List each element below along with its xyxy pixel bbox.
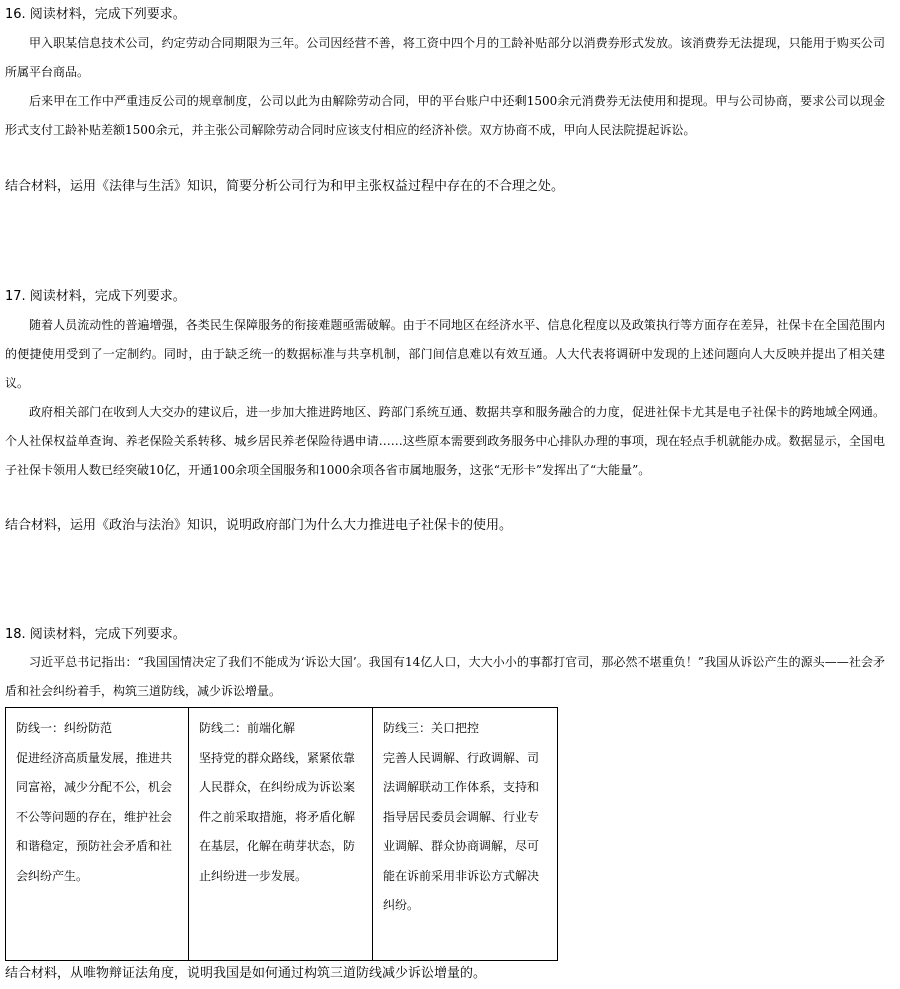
question-16-title: 16. 阅读材料，完成下列要求。 <box>5 7 186 22</box>
defense-line-heading: 防线一：纠纷防范 <box>16 721 113 735</box>
defense-line-3-cell <box>373 708 558 961</box>
material-paragraph: 后来甲在工作中严重违反公司的规章制度，公司以此为由解除劳动合同，甲的平台账户中还剩1500余元消费券无法使用和提现。甲与公司协商，要求公司以现金形式支付工龄补贴差额1500余元，并主张公司解除劳动合同时应该支付相应的经济补偿。双方协商不成，甲向人民法院提起诉讼。 <box>5 94 885 137</box>
defense-line-1-cell <box>6 708 189 961</box>
material-paragraph: 随着人员流动性的普遍增强，各类民生保障服务的衔接难题亟需破解。由于不同地区在经济水平、信息化程度以及政策执行等方面存在差异，社保卡在全国范围内的便捷使用受到了一定制约。同时，由于缺乏统一的数据标准与共享机制，部门间信息难以有效互通。人大代表将调研中发现的上述问题向人大反映并提出了相关建议。 <box>5 318 885 390</box>
material-paragraph: 政府相关部门在收到人大交办的建议后，进一步加大推进跨地区、跨部门系统互通、数据共享和服务融合的力度，促进社保卡尤其是电子社保卡的跨地域全网通。个人社保权益单查询、养老保险关系转移、城乡居民养老保险待遇申请……这些原本需要到政务服务中心排队办理的事项，现在轻点手机就能办成。数据显示，全国电子社保卡领用人数已经突破10亿，开通100余项全国服务和1000余项各省市属地服务，这张“无形卡”发挥出了“大能量”。 <box>5 405 885 477</box>
material-paragraph: 甲入职某信息技术公司，约定劳动合同期限为三年。公司因经营不善，将工资中四个月的工龄补贴部分以消费券形式发放。该消费券无法提现，只能用于购买公司所属平台商品。 <box>5 36 885 79</box>
question-18-task: 结合材料，从唯物辩证法角度，说明我国是如何通过构筑三道防线减少诉讼增量的。 <box>5 966 487 981</box>
question-18-title: 18. 阅读材料，完成下列要求。 <box>5 627 186 642</box>
defense-lines-table <box>5 707 558 961</box>
question-18-material <box>5 648 885 706</box>
question-16-task: 结合材料，运用《法律与生活》知识，简要分析公司行为和甲主张权益过程中存在的不合理之处。 <box>5 179 565 194</box>
defense-line-body: 完善人民调解、行政调解、司法调解联动工作体系，支持和指导居民委员会调解、行业专业调解、群众协商调解，尽可能在诉前采用非诉讼方式解决纠纷。 <box>383 750 540 912</box>
question-17-title: 17. 阅读材料，完成下列要求。 <box>5 289 186 304</box>
defense-line-heading: 防线二：前端化解 <box>199 721 296 735</box>
defense-line-heading: 防线三：关口把控 <box>383 721 480 735</box>
question-17-task: 结合材料，运用《政治与法治》知识，说明政府部门为什么大力推进电子社保卡的使用。 <box>5 518 513 533</box>
defense-line-body: 促进经济高质量发展，推进共同富裕，减少分配不公，机会不公等问题的存在，维护社会和谐稳定，预防社会矛盾和社会纠纷产生。 <box>16 750 173 883</box>
material-paragraph: 习近平总书记指出：“我国国情决定了我们不能成为‘诉讼大国’。我国有14亿人口，大大小小的事都打官司，那必然不堪重负！”我国从诉讼产生的源头——社会矛盾和社会纠纷着手，构筑三道防线，减少诉讼增量。 <box>5 655 885 698</box>
question-16-material <box>5 29 885 145</box>
defense-line-body: 坚持党的群众路线，紧紧依靠人民群众，在纠纷成为诉讼案件之前采取措施，将矛盾化解在基层，化解在萌芽状态，防止纠纷进一步发展。 <box>199 750 356 883</box>
question-17-material <box>5 311 885 485</box>
defense-line-2-cell <box>189 708 373 961</box>
